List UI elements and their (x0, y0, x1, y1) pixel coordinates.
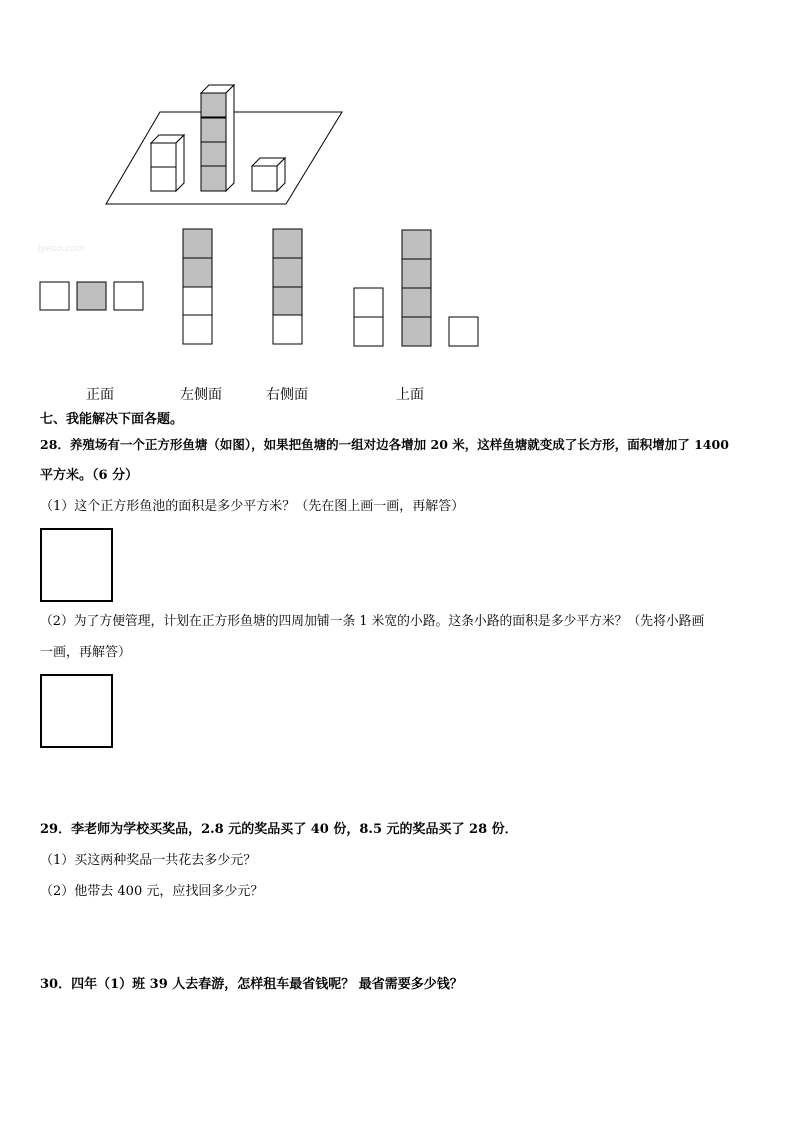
top-view (354, 230, 478, 346)
label-front: 正面 (86, 387, 114, 403)
cube-stack-middle (201, 85, 234, 191)
square-pond-figure-1 (40, 528, 113, 602)
q29-stem: 29．李老师为学校买奖品，2.8 元的奖品买了 40 份，8.5 元的奖品买了 28 份． (40, 822, 518, 837)
q29-part2: （2）他带去 400 元，应找回多少元？ (40, 884, 264, 899)
cube-stack-figure (0, 0, 794, 360)
label-right-side: 右侧面 (266, 387, 308, 403)
q30-stem: 30．四年（1）班 39 人去春游，怎样租车最省钱呢？ 最省需要多少钱？ (40, 977, 463, 992)
right-side-view (273, 229, 302, 344)
cube-single-right (252, 158, 285, 191)
square-pond-figure-2 (40, 674, 113, 748)
q28-stem-line2: 平方米。（6 分） (40, 468, 139, 483)
q28-part2-line1: （2）为了方便管理，计划在正方形鱼塘的四周加铺一条 1 米宽的小路。这条小路的面积是多少平方米？（先将小路画 (40, 614, 705, 629)
watermark: jyeoo.com (38, 244, 85, 254)
label-left-side: 左侧面 (180, 387, 222, 403)
q28-part1: （1）这个正方形鱼池的面积是多少平方米？（先在图上画一画，再解答） (40, 499, 465, 514)
cube-stack-left (151, 135, 184, 191)
q29-part1: （1）买这两种奖品一共花去多少元？ (40, 853, 257, 868)
q28-part2-line2: 一画，再解答） (40, 645, 132, 660)
front-view (40, 282, 143, 310)
q28-stem-line1: 28．养殖场有一个正方形鱼塘（如图），如果把鱼塘的一组对边各增加 20 米，这样鱼塘就变成了长方形，面积增加了 1400 (40, 437, 729, 452)
label-top: 上面 (396, 387, 424, 403)
left-side-view (183, 229, 212, 344)
section-heading: 七、我能解决下面各题。 (40, 412, 184, 427)
